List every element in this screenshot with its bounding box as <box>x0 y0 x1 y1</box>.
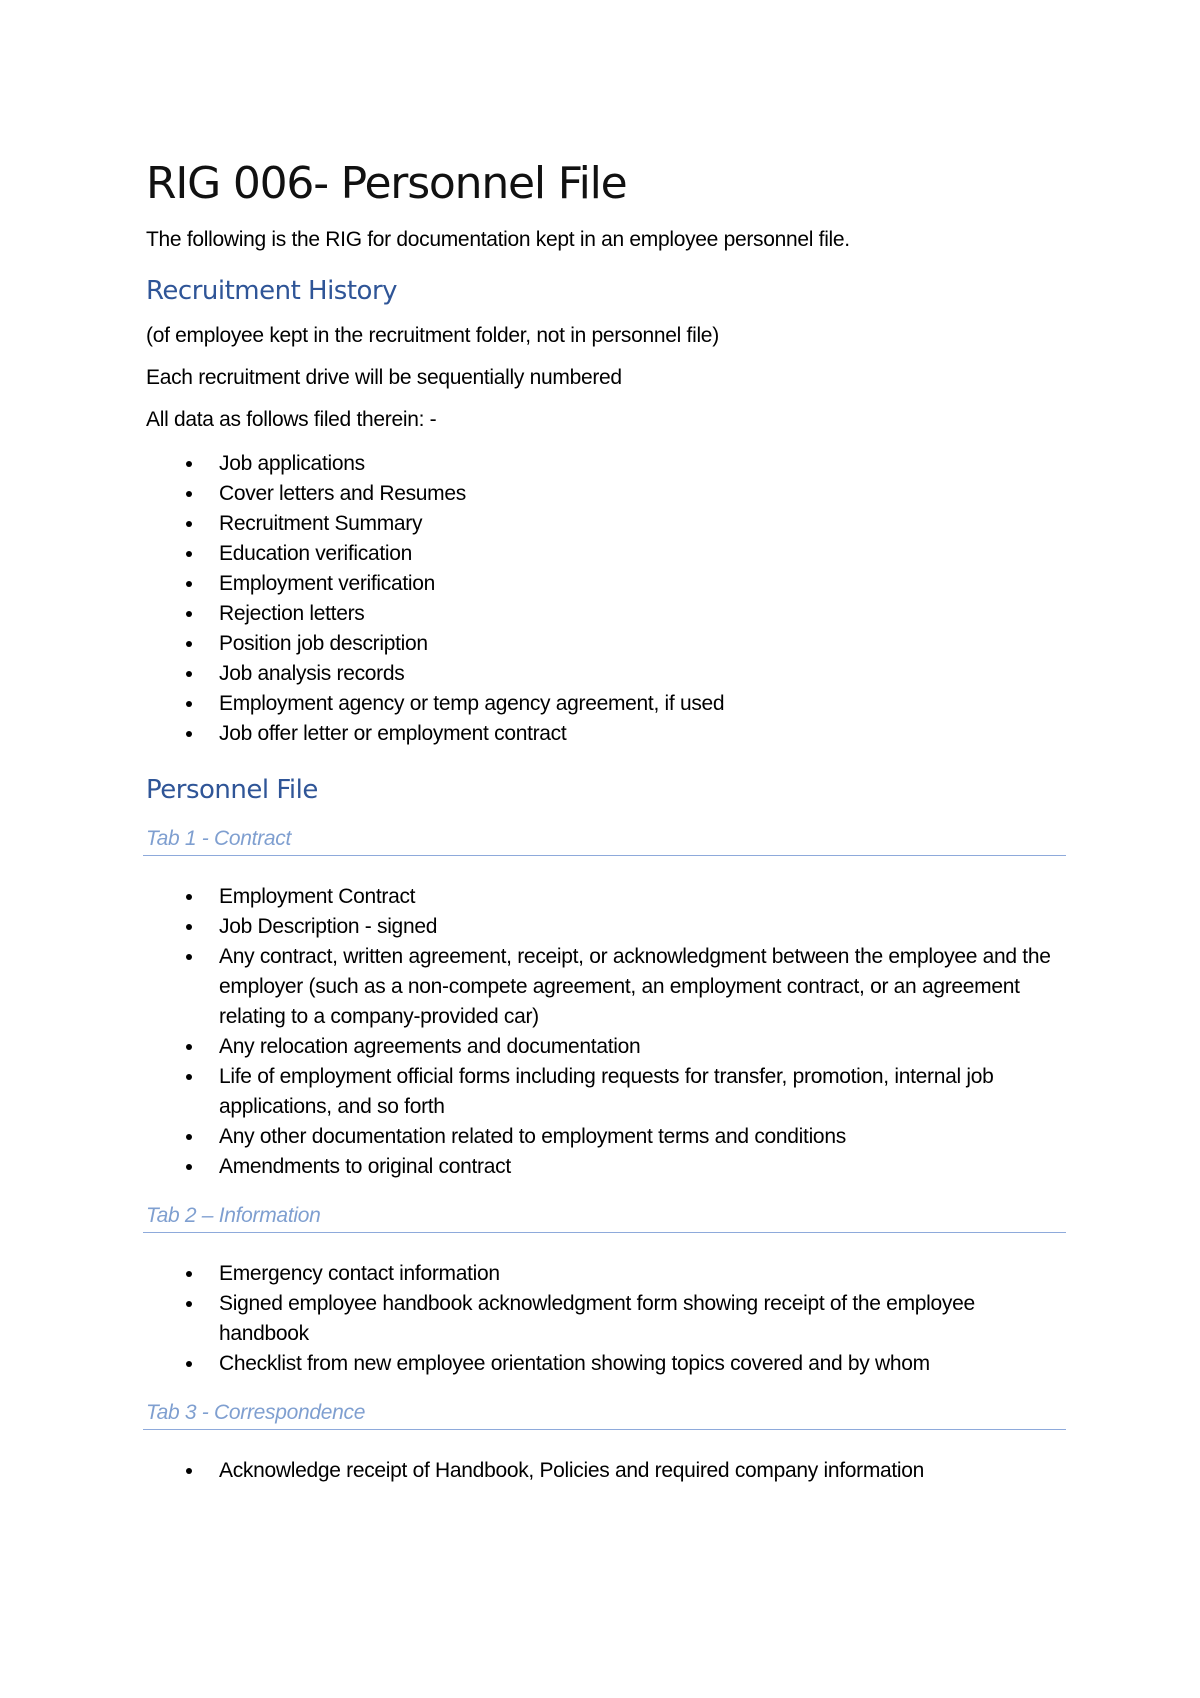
bullet-icon <box>186 671 192 677</box>
list-item: Recruitment Summary <box>146 509 1066 539</box>
list-item: Job Description - signed <box>146 912 1066 942</box>
bullet-icon <box>186 1271 192 1277</box>
bullet-icon <box>186 894 192 900</box>
list-item: Emergency contact information <box>146 1259 1066 1289</box>
list-item: Checklist from new employee orientation showing topics covered and by whom <box>146 1349 1066 1379</box>
tab3-correspondence-heading: Tab 3 - Correspondence <box>143 1401 1066 1430</box>
bullet-icon <box>186 491 192 497</box>
list-item: Any other documentation related to employment terms and conditions <box>146 1122 1066 1152</box>
recruitment-list <box>146 449 1066 749</box>
list-item: Amendments to original contract <box>146 1152 1066 1182</box>
list-item: Life of employment official forms including requests for transfer, promotion, internal job applications, and so forth <box>146 1062 1066 1122</box>
list-item: Cover letters and Resumes <box>146 479 1066 509</box>
bullet-icon <box>186 641 192 647</box>
document-page <box>146 160 1066 1496</box>
bullet-icon <box>186 1301 192 1307</box>
list-item: Any contract, written agreement, receipt, or acknowledgment between the employee and the employer (such as a non-compete agreement, an employment contract, or an agreement relating to a company-provided car) <box>146 942 1066 1032</box>
list-item: Job offer letter or employment contract <box>146 719 1066 749</box>
bullet-icon <box>186 611 192 617</box>
recruitment-history-heading: Recruitment History <box>146 275 398 306</box>
bullet-icon <box>186 954 192 960</box>
list-item: Position job description <box>146 629 1066 659</box>
recruitment-note: (of employee kept in the recruitment folder, not in personnel file) <box>146 323 719 347</box>
recruitment-data-intro: All data as follows filed therein: - <box>146 408 437 432</box>
recruitment-numbering-note: Each recruitment drive will be sequentially numbered <box>146 365 622 389</box>
tab1-list <box>146 882 1066 1182</box>
intro-paragraph: The following is the RIG for documentation kept in an employee personnel file. <box>146 228 850 252</box>
list-item: Rejection letters <box>146 599 1066 629</box>
list-item: Employment verification <box>146 569 1066 599</box>
tab1-contract-heading: Tab 1 - Contract <box>143 827 1066 856</box>
tab3-list <box>146 1456 1066 1486</box>
tab2-information-heading: Tab 2 – Information <box>143 1204 1066 1233</box>
tab2-list <box>146 1259 1066 1379</box>
personnel-file-heading: Personnel File <box>146 774 318 805</box>
bullet-icon <box>186 924 192 930</box>
list-item: Employment Contract <box>146 882 1066 912</box>
bullet-icon <box>186 1134 192 1140</box>
list-item: Acknowledge receipt of Handbook, Policies and required company information <box>146 1456 1066 1486</box>
bullet-icon <box>186 461 192 467</box>
bullet-icon <box>186 521 192 527</box>
list-item: Education verification <box>146 539 1066 569</box>
list-item: Job applications <box>146 449 1066 479</box>
bullet-icon <box>186 1164 192 1170</box>
bullet-icon <box>186 551 192 557</box>
bullet-icon <box>186 1361 192 1367</box>
bullet-icon <box>186 701 192 707</box>
bullet-icon <box>186 1044 192 1050</box>
list-item: Signed employee handbook acknowledgment form showing receipt of the employee handbook <box>146 1289 1066 1349</box>
document-title: RIG 006- Personnel File <box>146 158 627 209</box>
list-item: Employment agency or temp agency agreement, if used <box>146 689 1066 719</box>
list-item: Job analysis records <box>146 659 1066 689</box>
bullet-icon <box>186 1468 192 1474</box>
bullet-icon <box>186 731 192 737</box>
bullet-icon <box>186 1074 192 1080</box>
list-item: Any relocation agreements and documentation <box>146 1032 1066 1062</box>
bullet-icon <box>186 581 192 587</box>
